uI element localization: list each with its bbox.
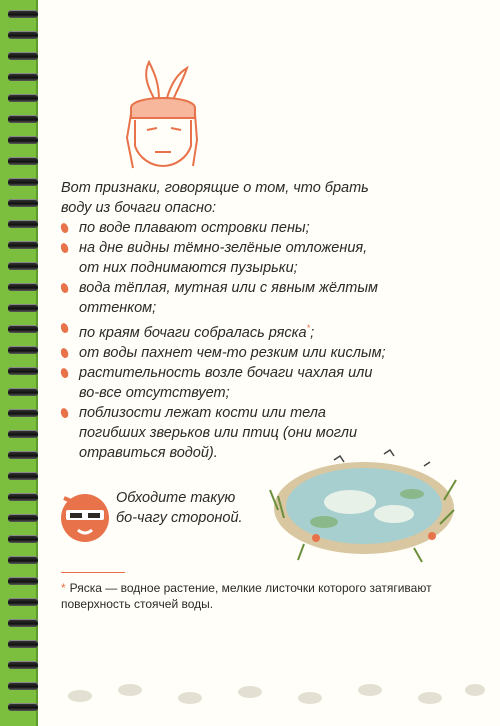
binding-coil <box>8 10 38 18</box>
binding-coil <box>8 199 38 207</box>
footnote-rule <box>61 572 125 573</box>
binding-coil <box>8 73 38 81</box>
binding-coil <box>8 430 38 438</box>
binding-coil <box>8 325 38 333</box>
binding-coil <box>8 661 38 669</box>
advice-text: Обходите такую бо-чагу стороной. <box>116 490 243 526</box>
binding-coil <box>8 241 38 249</box>
spiral-binding <box>0 0 38 726</box>
binding-coil <box>8 346 38 354</box>
footnote-text: Ряска — водное растение, мелкие листочки которого затягивают поверхность стоячей воды. <box>61 581 432 611</box>
intro-text: Вот признаки, говорящие о том, что брать воду из бочаги опасно: <box>61 180 369 216</box>
binding-coil <box>8 94 38 102</box>
binding-coil <box>8 304 38 312</box>
drop-bullet-icon <box>60 242 70 254</box>
binding-coil <box>8 514 38 522</box>
binding-coil <box>8 409 38 417</box>
binding-coil <box>8 52 38 60</box>
signs-list <box>61 218 391 463</box>
binding-coil <box>8 472 38 480</box>
binding-coil <box>8 367 38 375</box>
footprints-decoration <box>60 672 490 712</box>
list-item: по воде плавают островки пены; <box>61 218 391 238</box>
drop-bullet-icon <box>60 282 70 294</box>
binding-coil <box>8 598 38 606</box>
native-face-illustration <box>125 58 205 173</box>
drop-bullet-icon <box>60 222 70 234</box>
binding-coil <box>8 640 38 648</box>
signs-section <box>61 178 391 463</box>
binding-coil <box>8 619 38 627</box>
list-item: по краям бочаги собралась ряска*; <box>61 318 391 343</box>
drop-bullet-icon <box>60 322 70 334</box>
binding-coil <box>8 157 38 165</box>
binding-coil <box>8 493 38 501</box>
list-item: вода тёплая, мутная или с явным жёлтым оттенком; <box>61 278 391 318</box>
feather-icon <box>146 62 159 100</box>
binding-coil <box>8 283 38 291</box>
binding-coil <box>8 262 38 270</box>
list-item: поблизости лежат кости или тела погибших зверьков или птиц (они могли отравиться водой). <box>61 403 391 463</box>
footnote-marker: * <box>61 581 66 595</box>
binding-coil <box>8 556 38 564</box>
binding-coil <box>8 388 38 396</box>
binding-coil <box>8 31 38 39</box>
drop-bullet-icon <box>60 407 70 419</box>
binding-coil <box>8 178 38 186</box>
footnote-marker: * <box>306 323 311 333</box>
drop-bullet-icon <box>60 347 70 359</box>
binding-coil <box>8 535 38 543</box>
pond-illustration <box>264 440 464 570</box>
list-item: на дне видны тёмно-зелёные отложения, от них поднимаются пузырьки; <box>61 238 391 278</box>
binding-coil <box>8 136 38 144</box>
drop-bullet-icon <box>60 367 70 379</box>
binding-coil <box>8 682 38 690</box>
pointing-man-icon <box>56 486 114 548</box>
binding-coil <box>8 703 38 711</box>
footnote <box>61 580 456 612</box>
list-item: растительность возле бочаги чахлая или во-все отсутствует; <box>61 363 391 403</box>
list-item: от воды пахнет чем-то резким или кислым; <box>61 343 391 363</box>
binding-coil <box>8 220 38 228</box>
binding-coil <box>8 115 38 123</box>
binding-coil <box>8 577 38 585</box>
binding-coil <box>8 451 38 459</box>
